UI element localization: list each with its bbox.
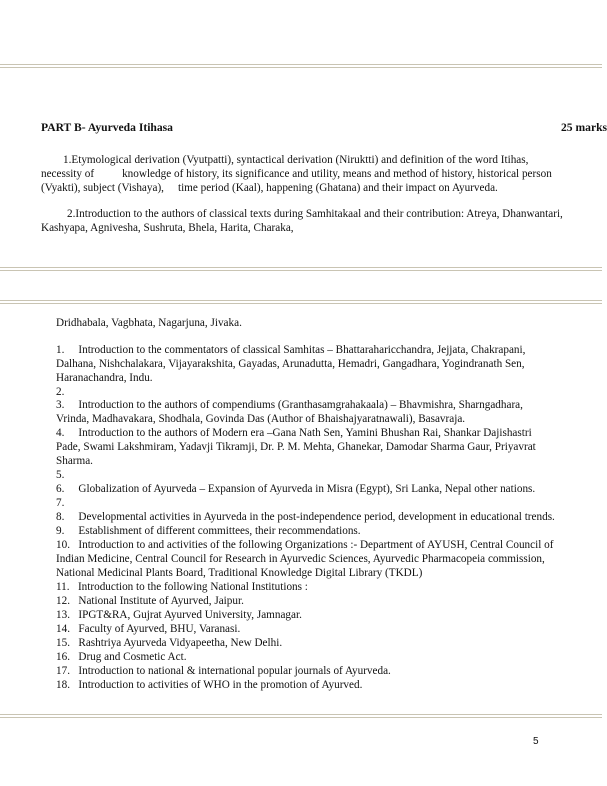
section-title: PART B- Ayurveda Itihasa: [41, 121, 173, 134]
page-break-divider-upper: [0, 267, 602, 271]
list-line: Haranachandra, Indu.: [56, 372, 153, 384]
list-line: Dalhana, Nishchalakara, Vijayarakshita, Gayadas, Arunadutta, Hemadri, Gangadhara, Yogindranath Sen,: [56, 358, 525, 370]
item-1-line-2: necessity of knowledge of history, its significance and utility, means and method of history, historical person: [41, 168, 552, 180]
page-number: 5: [533, 736, 539, 747]
marks-label: 25 marks: [561, 121, 607, 134]
list-line: 6. Globalization of Ayurveda – Expansion of Ayurveda in Misra (Egypt), Sri Lanka, Nepal other nations.: [56, 483, 536, 495]
item-1-line-1: 1.Etymological derivation (Vyutpatti), syntactical derivation (Niruktti) and definition of the word Itihas,: [63, 154, 529, 166]
list-line: 12. National Institute of Ayurved, Jaipur.: [56, 595, 244, 607]
list-line: 3. Introduction to the authors of compendiums (Granthasamgrahakaala) – Bhavmishra, Sharngadhara,: [56, 399, 523, 411]
list-line: 5.: [56, 469, 65, 481]
list-line: 15. Rashtriya Ayurveda Vidyapeetha, New Delhi.: [56, 637, 283, 649]
list-line: Vrinda, Madhavakara, Shodhala, Govinda Das (Author of Bhaishajyaratnawali), Basavraja.: [56, 413, 466, 425]
list-line: 7.: [56, 497, 65, 509]
page-break-divider-lower: [0, 300, 602, 304]
top-divider: [0, 64, 602, 68]
item-1-line-3: (Vyakti), subject (Vishaya), time period (Kaal), happening (Ghatana) and their impact on Ayurveda.: [41, 182, 498, 194]
item-2-line-1: 2.Introduction to the authors of classical texts during Samhitakaal and their contribution: Atreya, Dhanwantari,: [67, 208, 563, 220]
list-line: 1. Introduction to the commentators of classical Samhitas – Bhattaraharicchandra, Jejjata, Chakrapani,: [56, 344, 526, 356]
list-line: 13. IPGT&RA, Gujrat Ayurved University, Jamnagar.: [56, 609, 302, 621]
list-line: 8. Developmental activities in Ayurveda in the post-independence period, development in educational trends.: [56, 511, 555, 523]
list-line: 10. Introduction to and activities of the following Organizations :- Department of AYUSH, Central Council of: [56, 539, 554, 551]
list-line: 9. Establishment of different committees, their recommendations.: [56, 525, 361, 537]
list-line: Sharma.: [56, 455, 93, 467]
list-line: Indian Medicine, Central Council for Research in Ayurvedic Sciences, Ayurvedic Pharmacopeia commission,: [56, 553, 545, 565]
bottom-divider: [0, 714, 602, 718]
list-line: Pade, Swami Lakshmiram, Yadavji Tikramji, Dr. P. M. Mehta, Ghanekar, Damodar Sharma Gaur, Priyavrat: [56, 441, 536, 453]
list-line: 16. Drug and Cosmetic Act.: [56, 651, 187, 663]
list-line: 17. Introduction to national & international popular journals of Ayurveda.: [56, 665, 391, 677]
list-line: Dridhabala, Vagbhata, Nagarjuna, Jivaka.: [56, 317, 242, 329]
list-line: National Medicinal Plants Board, Traditional Knowledge Digital Library (TKDL): [56, 567, 423, 579]
list-line: 11. Introduction to the following National Institutions :: [56, 581, 308, 593]
item-2-line-2: Kashyapa, Agnivesha, Sushruta, Bhela, Harita, Charaka,: [41, 222, 294, 234]
list-line: 4. Introduction to the authors of Modern era –Gana Nath Sen, Yamini Bhushan Rai, Shankar Dajishastri: [56, 427, 532, 439]
list-line: 18. Introduction to activities of WHO in the promotion of Ayurved.: [56, 679, 363, 691]
list-line: 14. Faculty of Ayurved, BHU, Varanasi.: [56, 623, 241, 635]
list-line: 2.: [56, 386, 65, 398]
